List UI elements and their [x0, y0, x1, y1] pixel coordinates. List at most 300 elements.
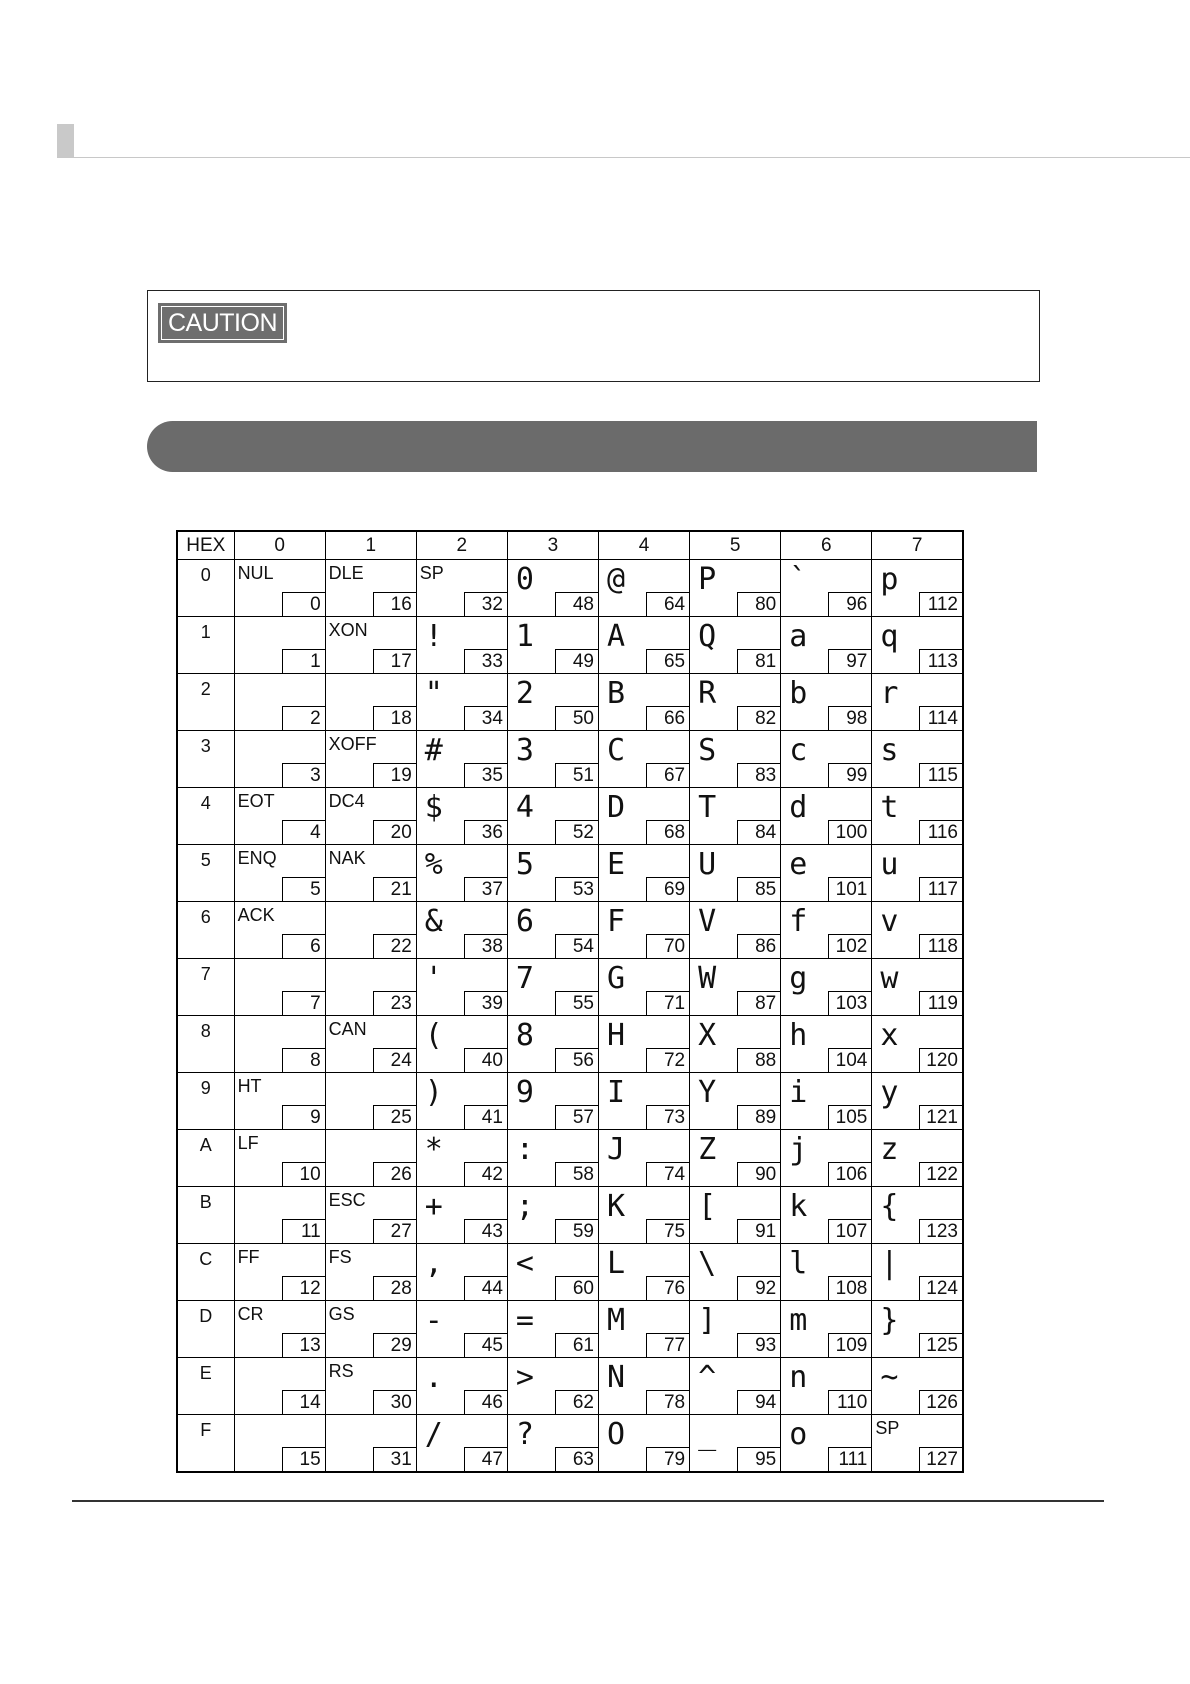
control-code-name: NAK — [328, 848, 366, 868]
decimal-code: 97 — [828, 649, 871, 673]
char-cell — [781, 1073, 872, 1130]
char-cell — [416, 617, 507, 674]
char-cell — [690, 1415, 781, 1473]
char-cell — [507, 617, 598, 674]
column-header: 7 — [872, 531, 963, 560]
char-cell — [599, 959, 690, 1016]
decimal-code: 12 — [282, 1276, 325, 1300]
char-cell — [781, 1358, 872, 1415]
char-cell — [507, 1415, 598, 1473]
decimal-code: 3 — [282, 763, 325, 787]
char-cell — [234, 1244, 325, 1301]
char-glyph: - — [424, 1303, 443, 1338]
decimal-code: 13 — [282, 1333, 325, 1357]
decimal-code: 11 — [282, 1219, 325, 1243]
control-code-name: XON — [328, 620, 368, 640]
table-row — [177, 1130, 963, 1187]
decimal-code: 16 — [373, 592, 416, 616]
row-hex-label — [177, 1130, 234, 1187]
decimal-code: 43 — [464, 1219, 507, 1243]
char-cell — [416, 959, 507, 1016]
decimal-code: 10 — [282, 1162, 325, 1186]
table-row — [177, 1187, 963, 1244]
char-glyph: / — [424, 1417, 443, 1452]
char-glyph: J — [607, 1132, 626, 1167]
decimal-code: 73 — [646, 1105, 689, 1129]
column-header: 2 — [416, 531, 507, 560]
char-cell — [234, 902, 325, 959]
char-cell — [690, 1187, 781, 1244]
footer-rule — [72, 1500, 1104, 1502]
char-cell — [599, 788, 690, 845]
char-cell — [416, 1187, 507, 1244]
table-row — [177, 1244, 963, 1301]
char-cell — [781, 560, 872, 617]
decimal-code: 85 — [737, 877, 780, 901]
table-row — [177, 731, 963, 788]
char-glyph: M — [607, 1303, 626, 1338]
char-cell — [325, 788, 416, 845]
char-glyph: w — [880, 961, 899, 996]
char-glyph: y — [880, 1075, 899, 1110]
char-cell — [872, 959, 963, 1016]
decimal-code: 123 — [919, 1219, 962, 1243]
decimal-code: 74 — [646, 1162, 689, 1186]
char-glyph: _ — [698, 1417, 717, 1452]
char-cell — [872, 1244, 963, 1301]
char-glyph: u — [880, 847, 899, 882]
decimal-code: 100 — [828, 820, 871, 844]
row-hex-label — [177, 1415, 234, 1473]
char-glyph: O — [607, 1417, 626, 1452]
char-glyph: % — [424, 847, 443, 882]
char-cell — [325, 1415, 416, 1473]
char-cell — [507, 1244, 598, 1301]
row-hex-value: 7 — [200, 964, 211, 984]
char-cell — [234, 1187, 325, 1244]
row-hex-label — [177, 902, 234, 959]
char-cell — [234, 1130, 325, 1187]
section-heading-marker — [57, 124, 74, 158]
char-cell — [599, 1016, 690, 1073]
char-cell — [872, 617, 963, 674]
decimal-code: 4 — [282, 820, 325, 844]
control-code-name: EOT — [237, 791, 275, 811]
decimal-code: 106 — [828, 1162, 871, 1186]
decimal-code: 96 — [828, 592, 871, 616]
char-glyph: i — [789, 1075, 808, 1110]
char-glyph: Z — [698, 1132, 717, 1167]
decimal-code: 69 — [646, 877, 689, 901]
char-glyph: = — [515, 1303, 534, 1338]
char-cell — [416, 674, 507, 731]
char-glyph: 8 — [515, 1018, 534, 1053]
char-glyph: ` — [789, 562, 808, 597]
control-code-name: NUL — [237, 563, 274, 583]
row-hex-label — [177, 1187, 234, 1244]
char-cell — [599, 617, 690, 674]
char-glyph: l — [789, 1246, 808, 1281]
char-cell — [599, 902, 690, 959]
char-cell — [872, 845, 963, 902]
char-cell — [507, 731, 598, 788]
decimal-code: 52 — [555, 820, 598, 844]
row-hex-value: 1 — [200, 622, 211, 642]
decimal-code: 27 — [373, 1219, 416, 1243]
char-glyph: ' — [424, 961, 443, 996]
char-cell — [690, 959, 781, 1016]
char-cell — [690, 1358, 781, 1415]
char-cell — [872, 1415, 963, 1473]
row-hex-value: 5 — [200, 850, 211, 870]
decimal-code: 121 — [919, 1105, 962, 1129]
decimal-code: 14 — [282, 1390, 325, 1414]
char-cell — [325, 731, 416, 788]
char-cell — [781, 1187, 872, 1244]
char-cell — [599, 1358, 690, 1415]
table-row — [177, 1301, 963, 1358]
char-cell — [781, 1301, 872, 1358]
char-cell — [781, 1244, 872, 1301]
decimal-code: 95 — [737, 1447, 780, 1471]
decimal-code: 108 — [828, 1276, 871, 1300]
char-cell — [507, 1016, 598, 1073]
char-cell — [507, 845, 598, 902]
char-glyph: ; — [515, 1189, 534, 1224]
decimal-code: 61 — [555, 1333, 598, 1357]
char-glyph: ~ — [880, 1360, 899, 1395]
decimal-code: 87 — [737, 991, 780, 1015]
decimal-code: 59 — [555, 1219, 598, 1243]
character-code-table — [176, 530, 964, 1473]
char-cell — [690, 1301, 781, 1358]
char-cell — [507, 788, 598, 845]
char-glyph: , — [424, 1246, 443, 1281]
subsection-title-bar — [147, 421, 1037, 472]
decimal-code: 31 — [373, 1447, 416, 1471]
char-glyph: < — [515, 1246, 534, 1281]
char-cell — [690, 560, 781, 617]
char-cell — [507, 560, 598, 617]
char-cell — [325, 902, 416, 959]
decimal-code: 105 — [828, 1105, 871, 1129]
decimal-code: 126 — [919, 1390, 962, 1414]
char-glyph: 1 — [515, 619, 534, 654]
char-glyph: 6 — [515, 904, 534, 939]
char-cell — [690, 731, 781, 788]
decimal-code: 9 — [282, 1105, 325, 1129]
char-cell — [599, 674, 690, 731]
char-glyph: { — [880, 1189, 899, 1224]
row-hex-label — [177, 731, 234, 788]
row-hex-value: 4 — [200, 793, 211, 813]
char-glyph: P — [698, 562, 717, 597]
char-cell — [325, 959, 416, 1016]
decimal-code: 30 — [373, 1390, 416, 1414]
char-cell — [781, 845, 872, 902]
table-header-row — [177, 531, 963, 560]
decimal-code: 94 — [737, 1390, 780, 1414]
char-cell — [507, 1358, 598, 1415]
caution-badge — [158, 303, 287, 343]
char-cell — [416, 1301, 507, 1358]
char-cell — [781, 731, 872, 788]
decimal-code: 39 — [464, 991, 507, 1015]
control-code-name: HT — [237, 1076, 262, 1096]
decimal-code: 15 — [282, 1447, 325, 1471]
char-glyph: 2 — [515, 676, 534, 711]
decimal-code: 22 — [373, 934, 416, 958]
char-cell — [416, 560, 507, 617]
row-hex-value: 6 — [200, 907, 211, 927]
char-cell — [690, 1130, 781, 1187]
char-cell — [781, 902, 872, 959]
decimal-code: 38 — [464, 934, 507, 958]
decimal-code: 117 — [919, 877, 962, 901]
decimal-code: 92 — [737, 1276, 780, 1300]
char-cell — [690, 1016, 781, 1073]
hex-corner-label: HEX — [177, 531, 234, 560]
char-cell — [507, 1187, 598, 1244]
decimal-code: 41 — [464, 1105, 507, 1129]
char-cell — [872, 731, 963, 788]
char-cell — [234, 959, 325, 1016]
char-cell — [234, 560, 325, 617]
char-cell — [599, 1415, 690, 1473]
decimal-code: 99 — [828, 763, 871, 787]
decimal-code: 2 — [282, 706, 325, 730]
char-cell — [599, 731, 690, 788]
char-cell — [416, 1358, 507, 1415]
char-cell — [872, 1301, 963, 1358]
table-row — [177, 959, 963, 1016]
table-row — [177, 845, 963, 902]
char-cell — [781, 1130, 872, 1187]
decimal-code: 53 — [555, 877, 598, 901]
decimal-code: 37 — [464, 877, 507, 901]
char-cell — [234, 731, 325, 788]
char-glyph: x — [880, 1018, 899, 1053]
control-code-name: SP — [875, 1418, 900, 1438]
decimal-code: 56 — [555, 1048, 598, 1072]
char-cell — [781, 1415, 872, 1473]
column-header: 3 — [507, 531, 598, 560]
char-cell — [234, 1358, 325, 1415]
row-hex-label — [177, 1073, 234, 1130]
char-cell — [781, 1016, 872, 1073]
decimal-code: 125 — [919, 1333, 962, 1357]
char-glyph: N — [607, 1360, 626, 1395]
char-glyph: ! — [424, 619, 443, 654]
control-code-name: FF — [237, 1247, 260, 1267]
row-hex-label — [177, 674, 234, 731]
char-glyph: 9 — [515, 1075, 534, 1110]
char-cell — [416, 902, 507, 959]
char-glyph: p — [880, 562, 899, 597]
char-cell — [325, 1130, 416, 1187]
char-glyph: $ — [424, 790, 443, 825]
decimal-code: 116 — [919, 820, 962, 844]
char-cell — [234, 1301, 325, 1358]
column-header: 1 — [325, 531, 416, 560]
char-cell — [234, 1415, 325, 1473]
char-cell — [507, 959, 598, 1016]
decimal-code: 17 — [373, 649, 416, 673]
char-glyph: g — [789, 961, 808, 996]
decimal-code: 48 — [555, 592, 598, 616]
char-cell — [325, 674, 416, 731]
char-glyph: Q — [698, 619, 717, 654]
char-glyph: * — [424, 1132, 443, 1167]
char-glyph: # — [424, 733, 443, 768]
decimal-code: 62 — [555, 1390, 598, 1414]
decimal-code: 119 — [919, 991, 962, 1015]
control-code-name: RS — [328, 1361, 354, 1381]
char-cell — [599, 1244, 690, 1301]
decimal-code: 58 — [555, 1162, 598, 1186]
row-hex-value: F — [200, 1420, 212, 1440]
decimal-code: 102 — [828, 934, 871, 958]
control-code-name: FS — [328, 1247, 352, 1267]
decimal-code: 83 — [737, 763, 780, 787]
char-cell — [234, 845, 325, 902]
char-glyph: ? — [515, 1417, 534, 1452]
decimal-code: 124 — [919, 1276, 962, 1300]
char-glyph: C — [607, 733, 626, 768]
decimal-code: 118 — [919, 934, 962, 958]
char-glyph: B — [607, 676, 626, 711]
decimal-code: 45 — [464, 1333, 507, 1357]
char-glyph: ( — [424, 1018, 443, 1053]
row-hex-value: A — [199, 1135, 212, 1155]
row-hex-label — [177, 845, 234, 902]
char-glyph: R — [698, 676, 717, 711]
char-cell — [872, 1358, 963, 1415]
char-cell — [690, 1244, 781, 1301]
control-code-name: XOFF — [328, 734, 377, 754]
row-hex-value: 8 — [200, 1021, 211, 1041]
decimal-code: 50 — [555, 706, 598, 730]
decimal-code: 110 — [828, 1390, 871, 1414]
decimal-code: 54 — [555, 934, 598, 958]
char-cell — [416, 845, 507, 902]
char-cell — [416, 788, 507, 845]
char-glyph: \ — [698, 1246, 717, 1281]
control-code-name: LF — [237, 1133, 259, 1153]
decimal-code: 80 — [737, 592, 780, 616]
char-glyph: b — [789, 676, 808, 711]
char-cell — [872, 674, 963, 731]
char-cell — [872, 902, 963, 959]
section-heading-rule — [57, 157, 1190, 158]
decimal-code: 103 — [828, 991, 871, 1015]
row-hex-label — [177, 560, 234, 617]
char-cell — [599, 1130, 690, 1187]
decimal-code: 25 — [373, 1105, 416, 1129]
row-hex-value: 2 — [200, 679, 211, 699]
char-glyph: 0 — [515, 562, 534, 597]
decimal-code: 57 — [555, 1105, 598, 1129]
column-header: 6 — [781, 531, 872, 560]
row-hex-label — [177, 959, 234, 1016]
table-row — [177, 1016, 963, 1073]
table-row — [177, 1073, 963, 1130]
char-cell — [325, 1244, 416, 1301]
char-cell — [325, 1358, 416, 1415]
decimal-code: 79 — [646, 1447, 689, 1471]
row-hex-value: 9 — [200, 1078, 211, 1098]
decimal-code: 34 — [464, 706, 507, 730]
decimal-code: 70 — [646, 934, 689, 958]
table-row — [177, 617, 963, 674]
char-cell — [872, 1130, 963, 1187]
decimal-code: 84 — [737, 820, 780, 844]
decimal-code: 44 — [464, 1276, 507, 1300]
char-cell — [599, 1073, 690, 1130]
char-glyph: & — [424, 904, 443, 939]
decimal-code: 24 — [373, 1048, 416, 1072]
char-glyph: . — [424, 1360, 443, 1395]
char-cell — [507, 1301, 598, 1358]
decimal-code: 35 — [464, 763, 507, 787]
char-glyph: E — [607, 847, 626, 882]
decimal-code: 46 — [464, 1390, 507, 1414]
char-glyph: 4 — [515, 790, 534, 825]
char-cell — [507, 902, 598, 959]
char-glyph: X — [698, 1018, 717, 1053]
decimal-code: 90 — [737, 1162, 780, 1186]
decimal-code: 55 — [555, 991, 598, 1015]
decimal-code: 76 — [646, 1276, 689, 1300]
char-cell — [872, 1073, 963, 1130]
char-glyph: L — [607, 1246, 626, 1281]
decimal-code: 33 — [464, 649, 507, 673]
char-cell — [690, 617, 781, 674]
char-cell — [872, 1016, 963, 1073]
char-glyph: | — [880, 1246, 899, 1281]
char-glyph: c — [789, 733, 808, 768]
decimal-code: 66 — [646, 706, 689, 730]
table-row — [177, 674, 963, 731]
decimal-code: 36 — [464, 820, 507, 844]
decimal-code: 65 — [646, 649, 689, 673]
row-hex-value: E — [199, 1363, 212, 1383]
char-glyph: a — [789, 619, 808, 654]
decimal-code: 8 — [282, 1048, 325, 1072]
decimal-code: 86 — [737, 934, 780, 958]
char-glyph: W — [698, 961, 717, 996]
decimal-code: 98 — [828, 706, 871, 730]
char-glyph: F — [607, 904, 626, 939]
char-cell — [507, 674, 598, 731]
char-glyph: T — [698, 790, 717, 825]
table-row — [177, 560, 963, 617]
decimal-code: 5 — [282, 877, 325, 901]
row-hex-label — [177, 1301, 234, 1358]
decimal-code: 21 — [373, 877, 416, 901]
decimal-code: 7 — [282, 991, 325, 1015]
char-glyph: e — [789, 847, 808, 882]
decimal-code: 112 — [919, 592, 962, 616]
row-hex-value: D — [199, 1306, 213, 1326]
caution-box — [147, 290, 1040, 382]
column-header: 5 — [690, 531, 781, 560]
char-glyph: I — [607, 1075, 626, 1110]
decimal-code: 28 — [373, 1276, 416, 1300]
char-cell — [690, 845, 781, 902]
decimal-code: 71 — [646, 991, 689, 1015]
control-code-name: ENQ — [237, 848, 277, 868]
